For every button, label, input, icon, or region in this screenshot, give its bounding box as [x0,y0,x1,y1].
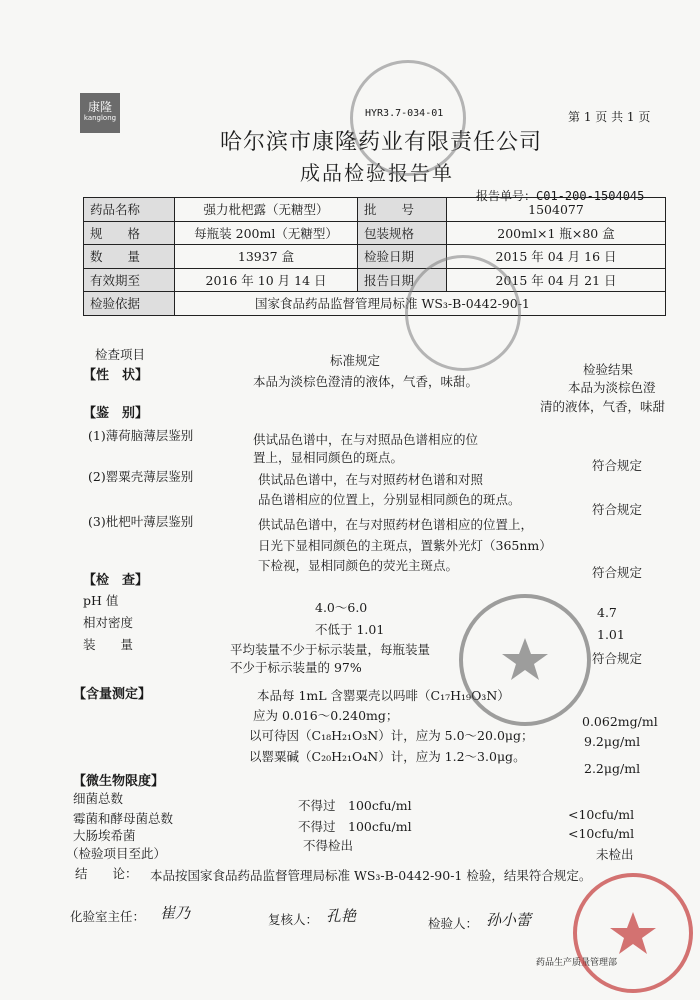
table-row [84,268,666,292]
character-result-1: 本品为淡棕色澄 [568,380,656,395]
fill-label: 装 量 [83,637,134,652]
ident-1-result: 符合规定 [592,458,643,473]
lab-head-signature: 崔乃 [160,904,191,922]
ph-result: 4.7 [597,605,617,620]
company-logo [80,93,120,133]
pack-value: 200ml×1 瓶×80 盒 [447,221,666,245]
table-row [84,221,666,245]
col-result-header: 检验结果 [583,362,634,377]
ident-3-std-2: 日光下显相同颜色的主斑点，置紫外光灯（365nm） [258,538,552,553]
test-date-label: 检验日期 [358,245,447,269]
ph-standard: 4.0～6.0 [315,600,368,615]
report-number: 报告单号：C01-200-1504045 [476,189,645,203]
bacteria-result: <10cfu/ml [568,807,635,822]
basis-label: 检验依据 [84,292,175,316]
fill-standard-1: 平均装量不少于标示装量，每瓶装量 [230,642,431,657]
table-row [84,292,666,316]
assay-result-1: 0.062mg/ml [582,714,658,729]
col-item-header: 检查项目 [95,347,146,362]
conclusion-label: 结 论： [75,866,138,881]
density-label: 相对密度 [83,615,134,630]
red-seal-star-icon [610,912,656,954]
density-standard: 不低于 1.01 [315,622,385,637]
report-title: 成品检验报告单 [300,161,454,185]
inspection-seal-stamp [455,590,595,730]
test-date-value: 2015 年 04 月 16 日 [447,245,666,269]
ecoli-result: 未检出 [596,847,634,862]
ident-1-name: (1)薄荷脑薄层鉴别 [88,428,194,443]
character-title: 【性 状】 [83,368,149,383]
tester-label: 检验人： [428,916,479,931]
basis-value: 国家食品药品监督管理局标准 WS₃-B-0442-90-1 [175,292,666,316]
ident-2-result: 符合规定 [592,502,643,517]
ident-2-std-1: 供试品色谱中，在与对照药材色谱和对照 [258,472,484,487]
table-row [84,245,666,269]
character-result-2: 清的液体，气香，味甜 [540,399,666,414]
microbe-end-note: （检验项目至此） [66,846,167,861]
tester-signature: 孙小蕾 [486,911,532,929]
pack-label: 包装规格 [358,221,447,245]
assay-title: 【含量测定】 [73,687,152,702]
fill-result: 符合规定 [592,651,643,666]
expiry-value: 2016 年 10 月 14 日 [175,268,358,292]
footer-department: 药品生产质量管理部 [536,958,618,968]
spec-value: 每瓶装 200ml（无糖型） [175,221,358,245]
ident-3-name: (3)枇杷叶薄层鉴别 [88,514,194,529]
product-info-table [83,197,666,316]
assay-result-2: 9.2μg/ml [584,734,641,749]
ident-2-std-2: 品色谱相应的位置上，分别显相同颜色的斑点。 [258,492,521,507]
mold-standard: 不得过 100cfu/ml [298,819,412,834]
ident-1-std-1: 供试品色谱中，在与对照品色谱相应的位 [253,432,479,447]
seal-star-icon [502,638,548,680]
mold-label: 霉菌和酵母菌总数 [73,811,174,826]
conclusion-text: 本品按国家食品药品监督管理局标准 WS₃-B-0442-90-1 检验，结果符合规定。 [150,868,592,883]
ident-3-result: 符合规定 [592,565,643,580]
inspection-title: 【检 查】 [83,573,149,588]
col-standard-header: 标准规定 [330,353,381,368]
mold-result: <10cfu/ml [568,826,635,841]
lab-head-label: 化验室主任： [70,909,146,924]
identification-title: 【鉴 别】 [83,406,149,421]
assay-line-2: 应为 0.016～0.240mg； [253,708,399,723]
quality-seal-stamp [405,255,521,371]
page-info: 第 1 页 共 1 页 [568,110,651,124]
bacteria-standard: 不得过 100cfu/ml [298,798,412,813]
company-name: 哈尔滨市康隆药业有限责任公司 [220,130,543,155]
ident-2-name: (2)罂粟壳薄层鉴别 [88,469,194,484]
fill-standard-2: 不少于标示装量的 97% [230,660,362,675]
name-value: 强力枇杷露（无糖型） [175,198,358,222]
reviewer-signature: 孔艳 [326,907,357,925]
bacteria-label: 细菌总数 [73,791,124,806]
ph-label: pH 值 [83,593,119,608]
assay-result-3: 2.2μg/ml [584,761,641,776]
name-label: 药品名称 [84,198,175,222]
company-seal-stamp [350,60,466,176]
assay-line-3: 以可待因（C₁₈H₂₁O₃N）计，应为 5.0～20.0μg； [249,728,534,743]
assay-line-4: 以罂粟碱（C₂₀H₂₁O₄N）计，应为 1.2～3.0μg。 [249,749,526,764]
ident-3-std-1: 供试品色谱中，在与对照药材色谱相应的位置上， [258,517,534,532]
form-code: HYR3.7-034-01 [365,108,444,119]
spec-label: 规 格 [84,221,175,245]
expiry-label: 有效期至 [84,268,175,292]
reviewer-label: 复核人： [268,912,319,927]
character-standard: 本品为淡棕色澄清的液体，气香，味甜。 [253,374,479,389]
logo-text: 康隆 [87,100,112,114]
ecoli-standard: 不得检出 [303,838,354,853]
report-date-label: 报告日期 [358,268,447,292]
qty-value: 13937 盒 [175,245,358,269]
microbe-title: 【微生物限度】 [73,774,165,789]
table-row [84,198,666,222]
batch-value: 1504077 [447,198,666,222]
ident-3-std-3: 下检视，显相同颜色的荧光主斑点。 [258,558,459,573]
batch-label: 批 号 [358,198,447,222]
density-result: 1.01 [597,627,625,642]
ecoli-label: 大肠埃希菌 [73,828,136,843]
report-date-value: 2015 年 04 月 21 日 [447,268,666,292]
qty-label: 数 量 [84,245,175,269]
assay-line-1: 本品每 1mL 含罂粟壳以吗啡（C₁₇H₁₉O₃N） [257,688,510,703]
red-seal-stamp [568,868,698,998]
ident-1-std-2: 置上，显相同颜色的斑点。 [253,450,404,465]
logo-subtext: kanglong [83,114,117,123]
